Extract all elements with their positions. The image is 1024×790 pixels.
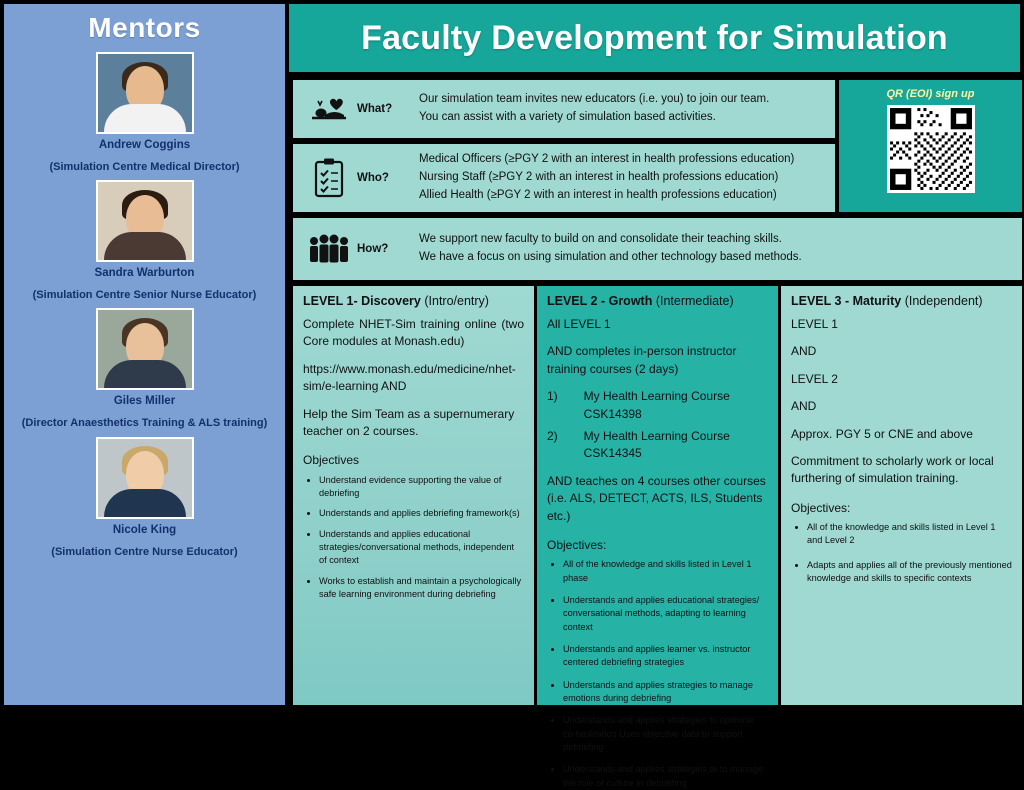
mentor-name: Giles Miller (113, 395, 176, 408)
poster-banner (289, 4, 1020, 72)
level-1-title: LEVEL 1- Discovery (303, 294, 421, 308)
level-3-paragraph: AND (791, 344, 817, 359)
mentor-role: (Simulation Centre Medical Director) (49, 161, 240, 173)
level-3-objectives-title: Objectives: (791, 500, 851, 515)
info-line: Our simulation team invites new educators (i.e. you) to join our team. (419, 93, 770, 106)
mentors-title: Mentors (88, 12, 201, 43)
mentor-card (4, 437, 285, 559)
avatar (96, 180, 194, 262)
list-item: • Understands and applies educational strategies/conversational methods, independent of context (319, 528, 524, 568)
level-3-objectives-list (791, 521, 1012, 585)
level-3-paragraph: AND (791, 399, 817, 414)
info-label-what: What? (357, 103, 393, 115)
list-item: • Works to establish and maintain a psychologically safe learning environment during debriefing (319, 575, 524, 602)
level-1-body (303, 316, 524, 601)
list-item: • All of the knowledge and skills listed in Level 1 phase (563, 558, 768, 585)
info-text-how (419, 231, 802, 267)
info-block-who (293, 144, 835, 212)
level-2-objectives-title: Objectives: (547, 537, 607, 552)
mentor-role: (Director Anaesthetics Training & ALS training) (21, 417, 268, 430)
list-text: My Health Learning Course CSK14345 (583, 428, 730, 461)
level-2-paragraph: All LEVEL 1 (547, 317, 611, 331)
levels-row (293, 286, 1022, 788)
info-label-who: Who? (357, 172, 389, 184)
level-2-heading (547, 294, 768, 308)
list-item: • Understands and applies strategies to optimise co-facilitation Uses objective data to support debriefing (563, 714, 768, 754)
qr-code-icon[interactable] (887, 105, 975, 193)
mentor-name: Nicole King (112, 523, 177, 536)
level-2-title: LEVEL 2 - Growth (547, 294, 653, 308)
level-column-3 (781, 286, 1022, 705)
list-item: • Understands and applies educational strategies/ conversational methods, adapting to learning context (563, 594, 768, 634)
mentor-card (4, 52, 285, 174)
list-item: • Understands and applies learner vs. instructor centered debriefing strategies (563, 643, 768, 670)
level-3-title: LEVEL 3 - Maturity (791, 294, 902, 308)
level-column-2 (537, 286, 778, 788)
info-line: We support new faculty to build on and consolidate their teaching skills. (419, 233, 782, 246)
level-3-body (791, 316, 1012, 586)
mentor-name: Andrew Coggins (98, 139, 191, 151)
main-content (289, 4, 1020, 788)
level-1-paragraph: https://www.monash.edu/medicine/nhet-sim/e-learning AND (303, 361, 516, 394)
level-3-paragraph: LEVEL 2 (791, 371, 838, 386)
level-3-paragraph: Approx. PGY 5 or CNE and above (791, 426, 973, 441)
qr-caption: QR (EOI) sign up (886, 88, 975, 100)
level-1-objectives-title: Objectives (303, 453, 360, 468)
simulation-manikin-icon (301, 92, 357, 126)
info-line: You can assist with a variety of simulation based activities. (419, 111, 716, 123)
list-item: • Understand evidence supporting the value of debriefing (319, 474, 524, 501)
info-block-what (293, 80, 835, 138)
list-item: • Understands and applies strategies to manage emotions during debriefing (563, 679, 768, 706)
list-number: 2) (547, 428, 558, 443)
level-2-numbered-item (547, 388, 768, 423)
list-item: • Understands and applies debriefing framework(s) (319, 507, 524, 520)
level-2-subtitle: (Intermediate) (655, 294, 734, 308)
level-1-paragraph: Help the Sim Team as a supernumerary teacher on 2 courses. (303, 406, 515, 438)
level-1-objectives-list (303, 474, 524, 602)
list-item: • Understands and applies strategies to to manage the role of culture in debriefing (563, 763, 768, 790)
list-item: • Adapts and applies all of the previously mentioned knowledge and skills to specific contexts (807, 559, 1012, 586)
level-column-1 (293, 286, 534, 705)
avatar (96, 437, 194, 519)
level-2-paragraph: AND teaches on 4 courses other courses (i.e. ALS, DETECT, ACTS, ILS, Students etc.) (547, 473, 766, 523)
info-text-what (419, 91, 769, 127)
level-2-numbered-item (547, 428, 768, 463)
level-1-paragraph: Complete NHET-Sim training online (two Core modules at Monash.edu) (303, 317, 524, 349)
avatar (96, 52, 194, 134)
list-number: 1) (547, 389, 558, 404)
clipboard-icon (301, 157, 357, 199)
mentor-card (4, 180, 285, 302)
info-line: Nursing Staff (≥PGY 2 with an interest in health professions education) (419, 171, 779, 184)
avatar (96, 308, 194, 390)
info-text-who (419, 151, 794, 204)
mentor-card (4, 308, 285, 430)
level-3-subtitle: (Independent) (904, 294, 983, 308)
level-3-paragraph: Commitment to scholarly work or local furthering of simulation training. (791, 453, 994, 486)
page-title: Faculty Development for Simulation (361, 18, 948, 57)
info-line: We have a focus on using simulation and other technology based methods. (419, 251, 802, 263)
qr-signup-panel[interactable] (839, 80, 1022, 212)
list-text: My Health Learning Course CSK14398 (583, 389, 730, 421)
group-of-people-icon (301, 232, 357, 266)
info-line: Allied Health (≥PGY 2 with an interest in health professions education) (419, 188, 777, 201)
info-line: Medical Officers (≥PGY 2 with an interest in health professions education) (419, 153, 795, 166)
info-block-how (293, 218, 1022, 280)
mentor-role: (Simulation Centre Senior Nurse Educator) (32, 289, 257, 302)
level-3-heading (791, 294, 1012, 308)
level-2-body (547, 316, 768, 790)
level-2-objectives-list (547, 558, 768, 790)
level-3-paragraph: LEVEL 1 (791, 317, 838, 331)
level-1-heading (303, 294, 524, 308)
level-2-paragraph: AND completes in-person instructor training courses (2 days) (547, 344, 737, 376)
list-item: • All of the knowledge and skills listed in Level 1 and Level 2 (807, 521, 1012, 548)
info-label-how: How? (357, 243, 389, 255)
mentor-name: Sandra Warburton (94, 267, 195, 280)
level-1-subtitle: (Intro/entry) (424, 294, 489, 308)
mentors-panel (4, 4, 285, 705)
mentor-role: (Simulation Centre Nurse Educator) (51, 545, 238, 558)
